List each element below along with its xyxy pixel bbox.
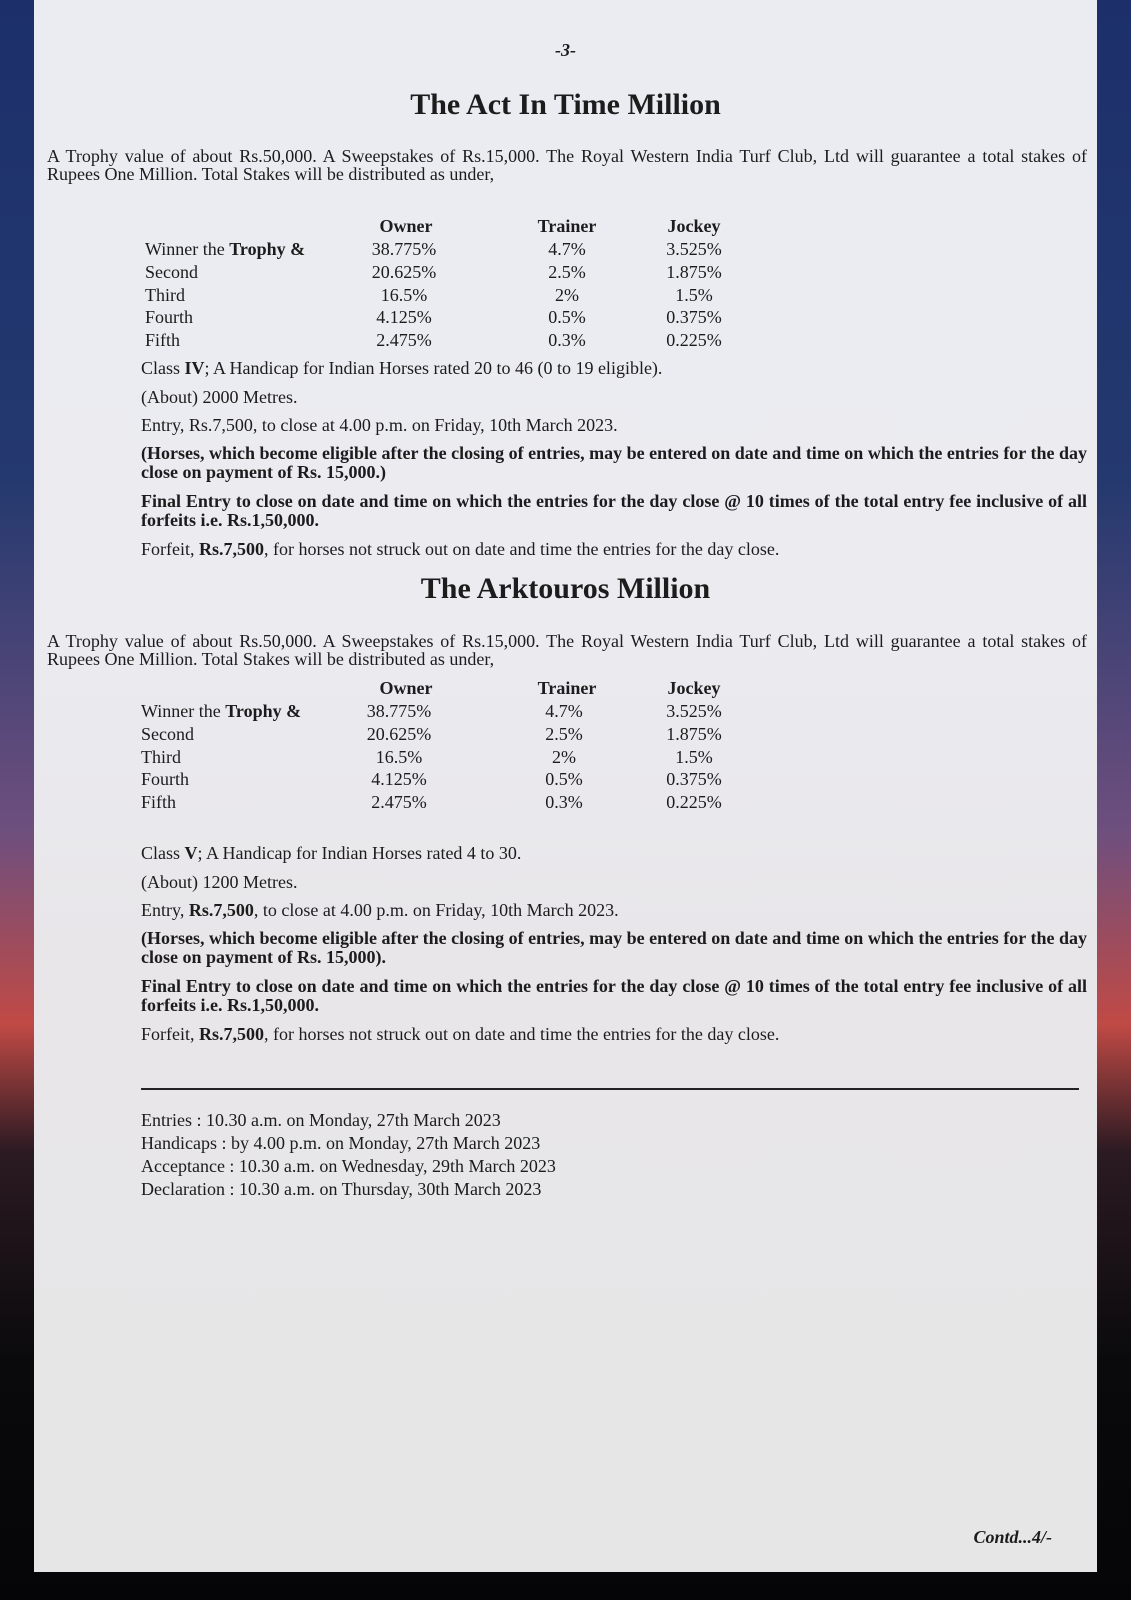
race2-row-owner: 4.125% (371, 769, 427, 789)
race2-row-owner: 20.625% (366, 724, 432, 744)
race1-row-jockey: 1.5% (675, 285, 713, 305)
race1-row-place: Fifth (145, 330, 181, 350)
race2-row-jockey: 3.525% (666, 701, 722, 721)
schedule-declaration: Declaration : 10.30 a.m. on Thursday, 30th March 2023 (141, 1179, 542, 1199)
race2-row-owner: 2.475% (371, 792, 427, 812)
race2-intro: A Trophy value of about Rs.50,000. A Sweepstakes of Rs.15,000. The Royal Western India Turf Club, Ltd will guarantee a total stakes of Rupees One Million. Total Stakes will be distributed as under, (47, 631, 1087, 669)
race1-eligible-note: (Horses, which become eligible after the closing of entries, may be entered on date and time on which the entries for the day close on payment of Rs. 15,000.) (141, 443, 1087, 482)
race2-row-trainer: 0.5% (545, 769, 583, 789)
race2-row-trainer: 2.5% (545, 724, 583, 744)
race1-distance: (About) 2000 Metres. (141, 387, 298, 407)
race2-row-trainer: 2% (552, 747, 576, 767)
race2-final-entry: Final Entry to close on date and time on which the entries for the day close @ 10 times of the total entry fee inclusive of all forfeits i.e. Rs.1,50,000. (141, 976, 1087, 1015)
race2-forfeit: Forfeit, Rs.7,500, for horses not struck out on date and time the entries for the day close. (141, 1024, 780, 1044)
race1-final-entry: Final Entry to close on date and time on which the entries for the day close @ 10 times of the total entry fee inclusive of all forfeits i.e. Rs.1,50,000. (141, 491, 1087, 530)
document-page (34, 0, 1097, 1572)
schedule-entries: Entries : 10.30 a.m. on Monday, 27th March 2023 (141, 1110, 501, 1130)
race1-row-place: Winner the Trophy & (145, 239, 306, 259)
race1-header-owner: Owner (379, 216, 433, 236)
race1-row-trainer: 2% (555, 285, 579, 305)
race2-row-jockey: 1.875% (666, 724, 722, 744)
race2-row-place: Third (141, 747, 181, 767)
race2-class: Class V; A Handicap for Indian Horses rated 4 to 30. (141, 843, 522, 863)
schedule (141, 1109, 556, 1201)
background-left (0, 0, 34, 1600)
race1-title: The Act In Time Million (410, 88, 721, 121)
race1-row-owner: 16.5% (380, 285, 428, 305)
race2-row-owner: 38.775% (366, 701, 432, 721)
race1-forfeit: Forfeit, Rs.7,500, for horses not struck out on date and time the entries for the day close. (141, 539, 780, 559)
schedule-handicaps: Handicaps : by 4.00 p.m. on Monday, 27th March 2023 (141, 1133, 541, 1153)
section-divider (141, 1088, 1079, 1090)
race2-row-jockey: 0.375% (666, 769, 722, 789)
race2-row-owner: 16.5% (375, 747, 423, 767)
race1-row-owner: 4.125% (376, 307, 432, 327)
race2-row-jockey: 0.225% (666, 792, 722, 812)
race1-row-jockey: 1.875% (666, 262, 722, 282)
race2-entry: Entry, Rs.7,500, to close at 4.00 p.m. on Friday, 10th March 2023. (141, 900, 619, 920)
race1-header-jockey: Jockey (667, 216, 721, 236)
race1-header-trainer: Trainer (537, 216, 597, 236)
race2-distance: (About) 1200 Metres. (141, 872, 298, 892)
race2-title: The Arktouros Million (420, 572, 711, 605)
race2-row-place: Winner the Trophy & (141, 701, 302, 721)
race1-row-place: Fourth (145, 307, 194, 327)
race1-row-place: Third (145, 285, 185, 305)
continued-note: Contd...4/- (973, 1527, 1052, 1547)
race2-eligible-note: (Horses, which become eligible after the closing of entries, may be entered on date and time on which the entries for the day close on payment of Rs. 15,000). (141, 928, 1087, 967)
race1-row-trainer: 0.3% (548, 330, 586, 350)
race1-row-trainer: 4.7% (548, 239, 586, 259)
race2-row-jockey: 1.5% (675, 747, 713, 767)
race2-row-place: Fourth (141, 769, 190, 789)
race2-header-trainer: Trainer (537, 678, 597, 698)
schedule-acceptance: Acceptance : 10.30 a.m. on Wednesday, 29th March 2023 (141, 1156, 556, 1176)
race1-row-trainer: 0.5% (548, 307, 586, 327)
race1-row-trainer: 2.5% (548, 262, 586, 282)
race1-row-jockey: 0.375% (666, 307, 722, 327)
race1-row-owner: 2.475% (376, 330, 432, 350)
race2-header-jockey: Jockey (667, 678, 721, 698)
race1-entry: Entry, Rs.7,500, to close at 4.00 p.m. on Friday, 10th March 2023. (141, 415, 618, 435)
page-number: -3- (555, 40, 576, 60)
race1-row-jockey: 0.225% (666, 330, 722, 350)
race1-row-jockey: 3.525% (666, 239, 722, 259)
race1-class: Class IV; A Handicap for Indian Horses rated 20 to 46 (0 to 19 eligible). (141, 358, 663, 378)
race1-row-owner: 38.775% (371, 239, 437, 259)
background-right (1097, 0, 1131, 1600)
race2-row-trainer: 0.3% (545, 792, 583, 812)
race2-header-owner: Owner (379, 678, 433, 698)
race2-row-place: Fifth (141, 792, 177, 812)
race1-row-owner: 20.625% (371, 262, 437, 282)
race2-row-trainer: 4.7% (545, 701, 583, 721)
race1-intro: A Trophy value of about Rs.50,000. A Sweepstakes of Rs.15,000. The Royal Western India Turf Club, Ltd will guarantee a total stakes of Rupees One Million. Total Stakes will be distributed as under, (47, 146, 1087, 184)
race2-row-place: Second (141, 724, 194, 744)
race1-row-place: Second (145, 262, 198, 282)
